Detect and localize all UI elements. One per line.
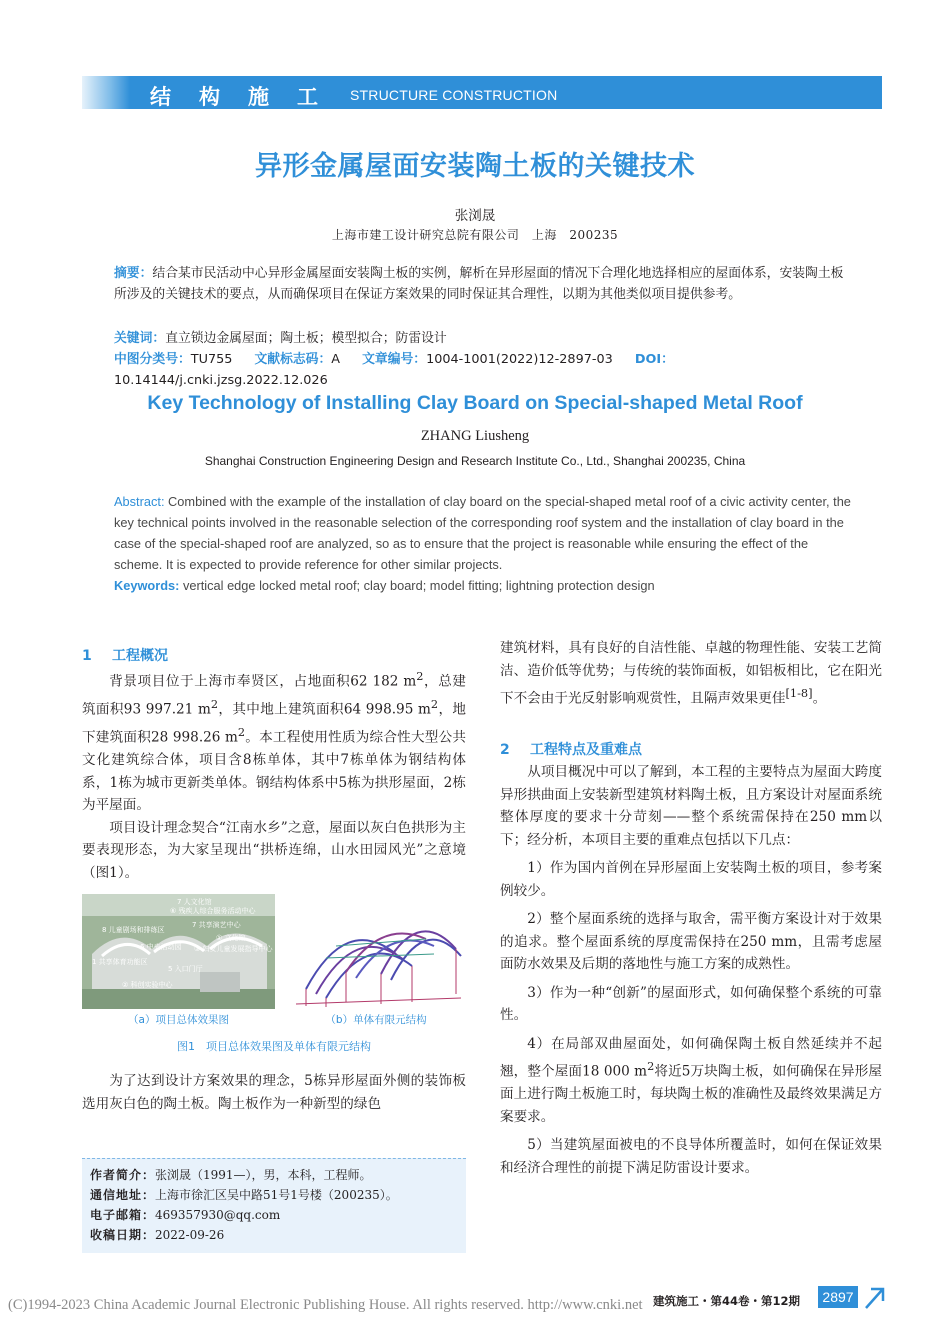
keywords-en-text: vertical edge locked metal roof; clay board; model fitting; lightning protection design xyxy=(179,578,655,593)
doc-code-label: 文献标志码： xyxy=(254,352,332,367)
figure-1a-caption: （a）项目总体效果图 xyxy=(128,1014,229,1026)
author-bio: 作者简介：张浏晟（1991—），男，本科，工程师。 xyxy=(90,1168,372,1182)
article-no-value: 1004-1001(2022)12-2897-03 xyxy=(426,352,613,367)
doc-code-value: A xyxy=(331,352,341,367)
affiliation-en: Shanghai Construction Engineering Design and Research Institute Co., Ltd., Shanghai 200235, China xyxy=(204,454,746,468)
right-column xyxy=(500,637,882,1179)
article-no-label: 文章编号： xyxy=(362,352,427,367)
clc-label: 中图分类号： xyxy=(114,352,191,367)
copyright-watermark: (C)1994-2023 China Academic Journal Electronic Publishing House. All rights reserved. http://www.cnki.net xyxy=(8,1297,643,1313)
author-info-box xyxy=(82,1158,466,1253)
section-name-en: STRUCTURE CONSTRUCTION xyxy=(350,87,558,103)
affiliation-cn: 上海市建工设计研究总院有限公司 上海 200235 xyxy=(331,228,619,242)
abstract-cn-label: 摘要： xyxy=(114,266,153,281)
doi-value: 10.14144/j.cnki.jzsg.2022.12.026 xyxy=(114,373,328,388)
left-column xyxy=(82,645,466,884)
section2-heading xyxy=(500,739,882,759)
difficulty-item-1: 1）作为国内首例在异形屋面上安装陶土板的项目，参考案例较少。 xyxy=(500,860,882,899)
fig-label: 7 共享演艺中心 xyxy=(192,921,241,929)
section2-paragraph-1: 从项目概况中可以了解到，本工程的主要特点为屋面大跨度异形拱曲面上安装新型建筑材料陶土板，且方案设计对屋面系统整体厚度的要求十分苛刻——整个系统需保持在250 mm以下；经分析，本项目主要的重难点包括以下几点： xyxy=(500,764,882,848)
fig-label: 6 中央活动园 xyxy=(140,943,182,951)
author-email: 电子邮箱：469357930@qq.com xyxy=(90,1208,281,1222)
keywords-en-label: Keywords: xyxy=(114,578,180,593)
meta-row xyxy=(114,349,854,391)
section1-title: 工程概况 xyxy=(112,648,168,664)
page-number: 2897 xyxy=(818,1286,858,1308)
site-rendering-image xyxy=(82,894,275,1009)
section2-title: 工程特点及重难点 xyxy=(530,742,642,759)
fig-label: ② 科创实验中心 xyxy=(122,981,173,989)
arrow-icon xyxy=(862,1284,886,1310)
fig-label: 7 人文化馆 xyxy=(177,898,212,906)
section1-paragraph-2: 项目设计理念契合“江南水乡”之意，屋面以灰白色拱形为主要表现形态，为大家呈现出“拱桥连绵，山水田园风光”之意境（图1）。 xyxy=(82,819,466,881)
fem-structure-image xyxy=(286,894,466,1009)
keywords-cn xyxy=(114,328,854,349)
fig-label: ① 文化馆 xyxy=(216,934,246,942)
fig-label: 5 入口门厅 xyxy=(168,965,203,973)
section1-heading xyxy=(82,645,466,665)
article-title-en: Key Technology of Installing Clay Board on Special-shaped Metal Roof xyxy=(147,392,803,414)
received-date: 收稿日期：2022-09-26 xyxy=(90,1228,225,1242)
author-en: ZHANG Liusheng xyxy=(420,428,530,444)
left-column-continued xyxy=(82,1070,466,1115)
section1-paragraph-1: 背景项目位于上海市奉贤区，占地面积62 182 $m^2$，总建筑面积93 997.21 $m^2$，其中地上建筑面积64 998.95 $m^2$，地下建筑面积28 998.26 $m^2$。本工程使用性质为综合性大型公共文化建筑综合体，项目含8栋单体，其中7栋单体为钢结构体系，1栋为城市更新类单体。钢结构体系中5栋为拱形屋面，2栋为平屋面。 xyxy=(82,669,466,814)
keywords-cn-text: 直立锁边金属屋面；陶土板；模型拟合；防雷设计 xyxy=(165,331,447,346)
difficulty-item-3: 3）作为一种“创新”的屋面形式，如何确保整个系统的可靠性。 xyxy=(500,984,882,1024)
abstract-cn xyxy=(114,263,854,305)
abstract-en-text: Combined with the example of the installation of clay board on the special-shaped metal roof of a civic activity center, the key technical points involved in the reasonable selection of the corresponding roof system and the installation of clay board in the case of the special-shaped roof are analyzed, so as to ensure that the project is reasonable while ensuring the effect of the scheme. It is expected to provide reference for other similar projects. xyxy=(114,494,851,572)
journal-issue: 建筑施工・第44卷・第12期 xyxy=(653,1294,801,1308)
fig-label: 8 儿童剧场和排练区 xyxy=(102,926,165,934)
fem-structure-graphic xyxy=(286,894,466,1009)
difficulty-item-2: 2）整个屋面系统的选择与取舍，需平衡方案设计对于效果的追求。整个屋面系统的厚度需保持在250 mm，且需考虑屋面防水效果及后期的落地性与施工方案的成熟性。 xyxy=(500,911,882,973)
article-title-cn: 异形金属屋面安装陶土板的关键技术 xyxy=(255,151,695,182)
difficulty-item-5: 5）当建筑屋面被电的不良导体所覆盖时，如何在保证效果和经济合理性的前提下满足防雷设计要求。 xyxy=(500,1137,882,1176)
author-cn: 张浏晟 xyxy=(454,208,496,224)
section2-number: 2 xyxy=(500,742,510,759)
figure-1b-caption: （b）单体有限元结构 xyxy=(325,1014,427,1026)
keywords-cn-label: 关键词： xyxy=(114,331,166,346)
section1-number: 1 xyxy=(82,648,92,664)
clc-value: TU755 xyxy=(190,352,233,367)
author-address: 通信地址：上海市徐汇区吴中路51号1号楼（200235）。 xyxy=(90,1188,398,1202)
fig-label: 1 共享体育功能区 xyxy=(92,958,148,966)
abstract-en-label: Abstract: xyxy=(114,494,165,509)
difficulty-item-4: 4）在局部双曲屋面处，如何确保陶土板自然延续并不起翘，整个屋面18 000 $m^2$将近5万块陶土板，如何确保在异形屋面上进行陶土板施工时，每块陶土板的准确性及最终效果满足方案要求。 xyxy=(500,1035,882,1125)
fig-label: ⑥ 残疾人综合服务活动中心 xyxy=(170,907,256,915)
keywords-en xyxy=(114,575,854,596)
abstract-en xyxy=(114,491,854,575)
fig-label: ③ 妇女儿童发展指导中心 xyxy=(194,945,273,953)
figure-1 xyxy=(82,894,466,1054)
section1-paragraph-4: 建筑材料，具有良好的自洁性能、卓越的物理性能、安装工艺简洁、造价低等优势；与传统的装饰面板，如铝板相比，它在阳光下不会由于光反射影响观赏性，且隔声效果更佳[1-8]。 xyxy=(500,640,882,707)
doi-label: DOI： xyxy=(634,352,674,367)
header-gradient xyxy=(82,76,130,109)
section-name-cn: 结构施工 xyxy=(150,85,346,109)
abstract-cn-text: 结合某市民活动中心异形金属屋面安装陶土板的实例，解析在异形屋面的情况下合理化地选择相应的屋面体系，安装陶土板所涉及的关键技术的要点，从而确保项目在保证方案效果的同时保证其合理性，以期为其他类似项目提供参考。 xyxy=(114,266,844,302)
figure-1-caption: 图1 项目总体效果图及单体有限元结构 xyxy=(177,1040,371,1053)
section1-paragraph-3: 为了达到设计方案效果的理念，5栋异形屋面外侧的装饰板选用灰白色的陶土板。陶土板作为一种新型的绿色 xyxy=(82,1073,466,1112)
